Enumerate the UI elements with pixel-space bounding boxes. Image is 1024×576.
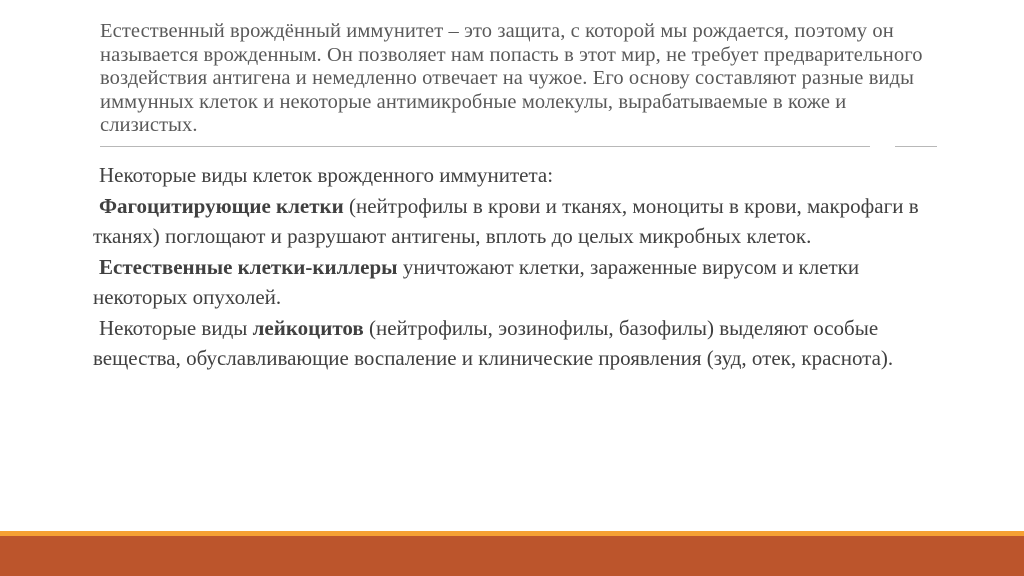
divider-line-right	[895, 146, 937, 147]
leukocytes-prefix: Некоторые виды	[99, 315, 253, 340]
leukocytes-paragraph	[93, 313, 953, 374]
leukocytes-description: (нейтрофилы, эозинофилы, базофилы) выделяют особые вещества, обуславливающие воспаление и клинические проявления (зуд, отек, краснота).	[93, 315, 894, 370]
phagocytes-description: (нейтрофилы в крови и тканях, моноциты в крови, макрофаги в тканях) поглощают и разрушают антигены, вплоть до целых микробных клеток.	[93, 193, 919, 248]
phagocytes-term: Фагоцитирующие клетки	[99, 193, 344, 218]
phagocytes-paragraph	[93, 191, 953, 252]
divider-line	[100, 146, 870, 147]
nk-cells-description: уничтожают клетки, зараженные вирусом и клетки некоторых опухолей.	[93, 254, 860, 309]
footer-bar	[0, 536, 1024, 576]
section-heading: Некоторые виды клеток врожденного иммунитета:	[99, 163, 554, 187]
leukocytes-term: лейкоцитов	[252, 315, 364, 340]
intro-paragraph: Естественный врождённый иммунитет – это защита, с которой мы рождается, поэтому он называется врожденным. Он позволяет нам попасть в этот мир, не требует предварительного воздействия антигена и немедленно отвечает на чужое. Его основу составляют разные виды иммунных клеток и некоторые антимикробные молекулы, вырабатываемые в коже и слизистых.	[100, 20, 923, 136]
nk-cells-paragraph	[93, 252, 953, 313]
nk-cells-term: Естественные клетки-киллеры	[99, 254, 398, 279]
content-body	[93, 160, 953, 374]
